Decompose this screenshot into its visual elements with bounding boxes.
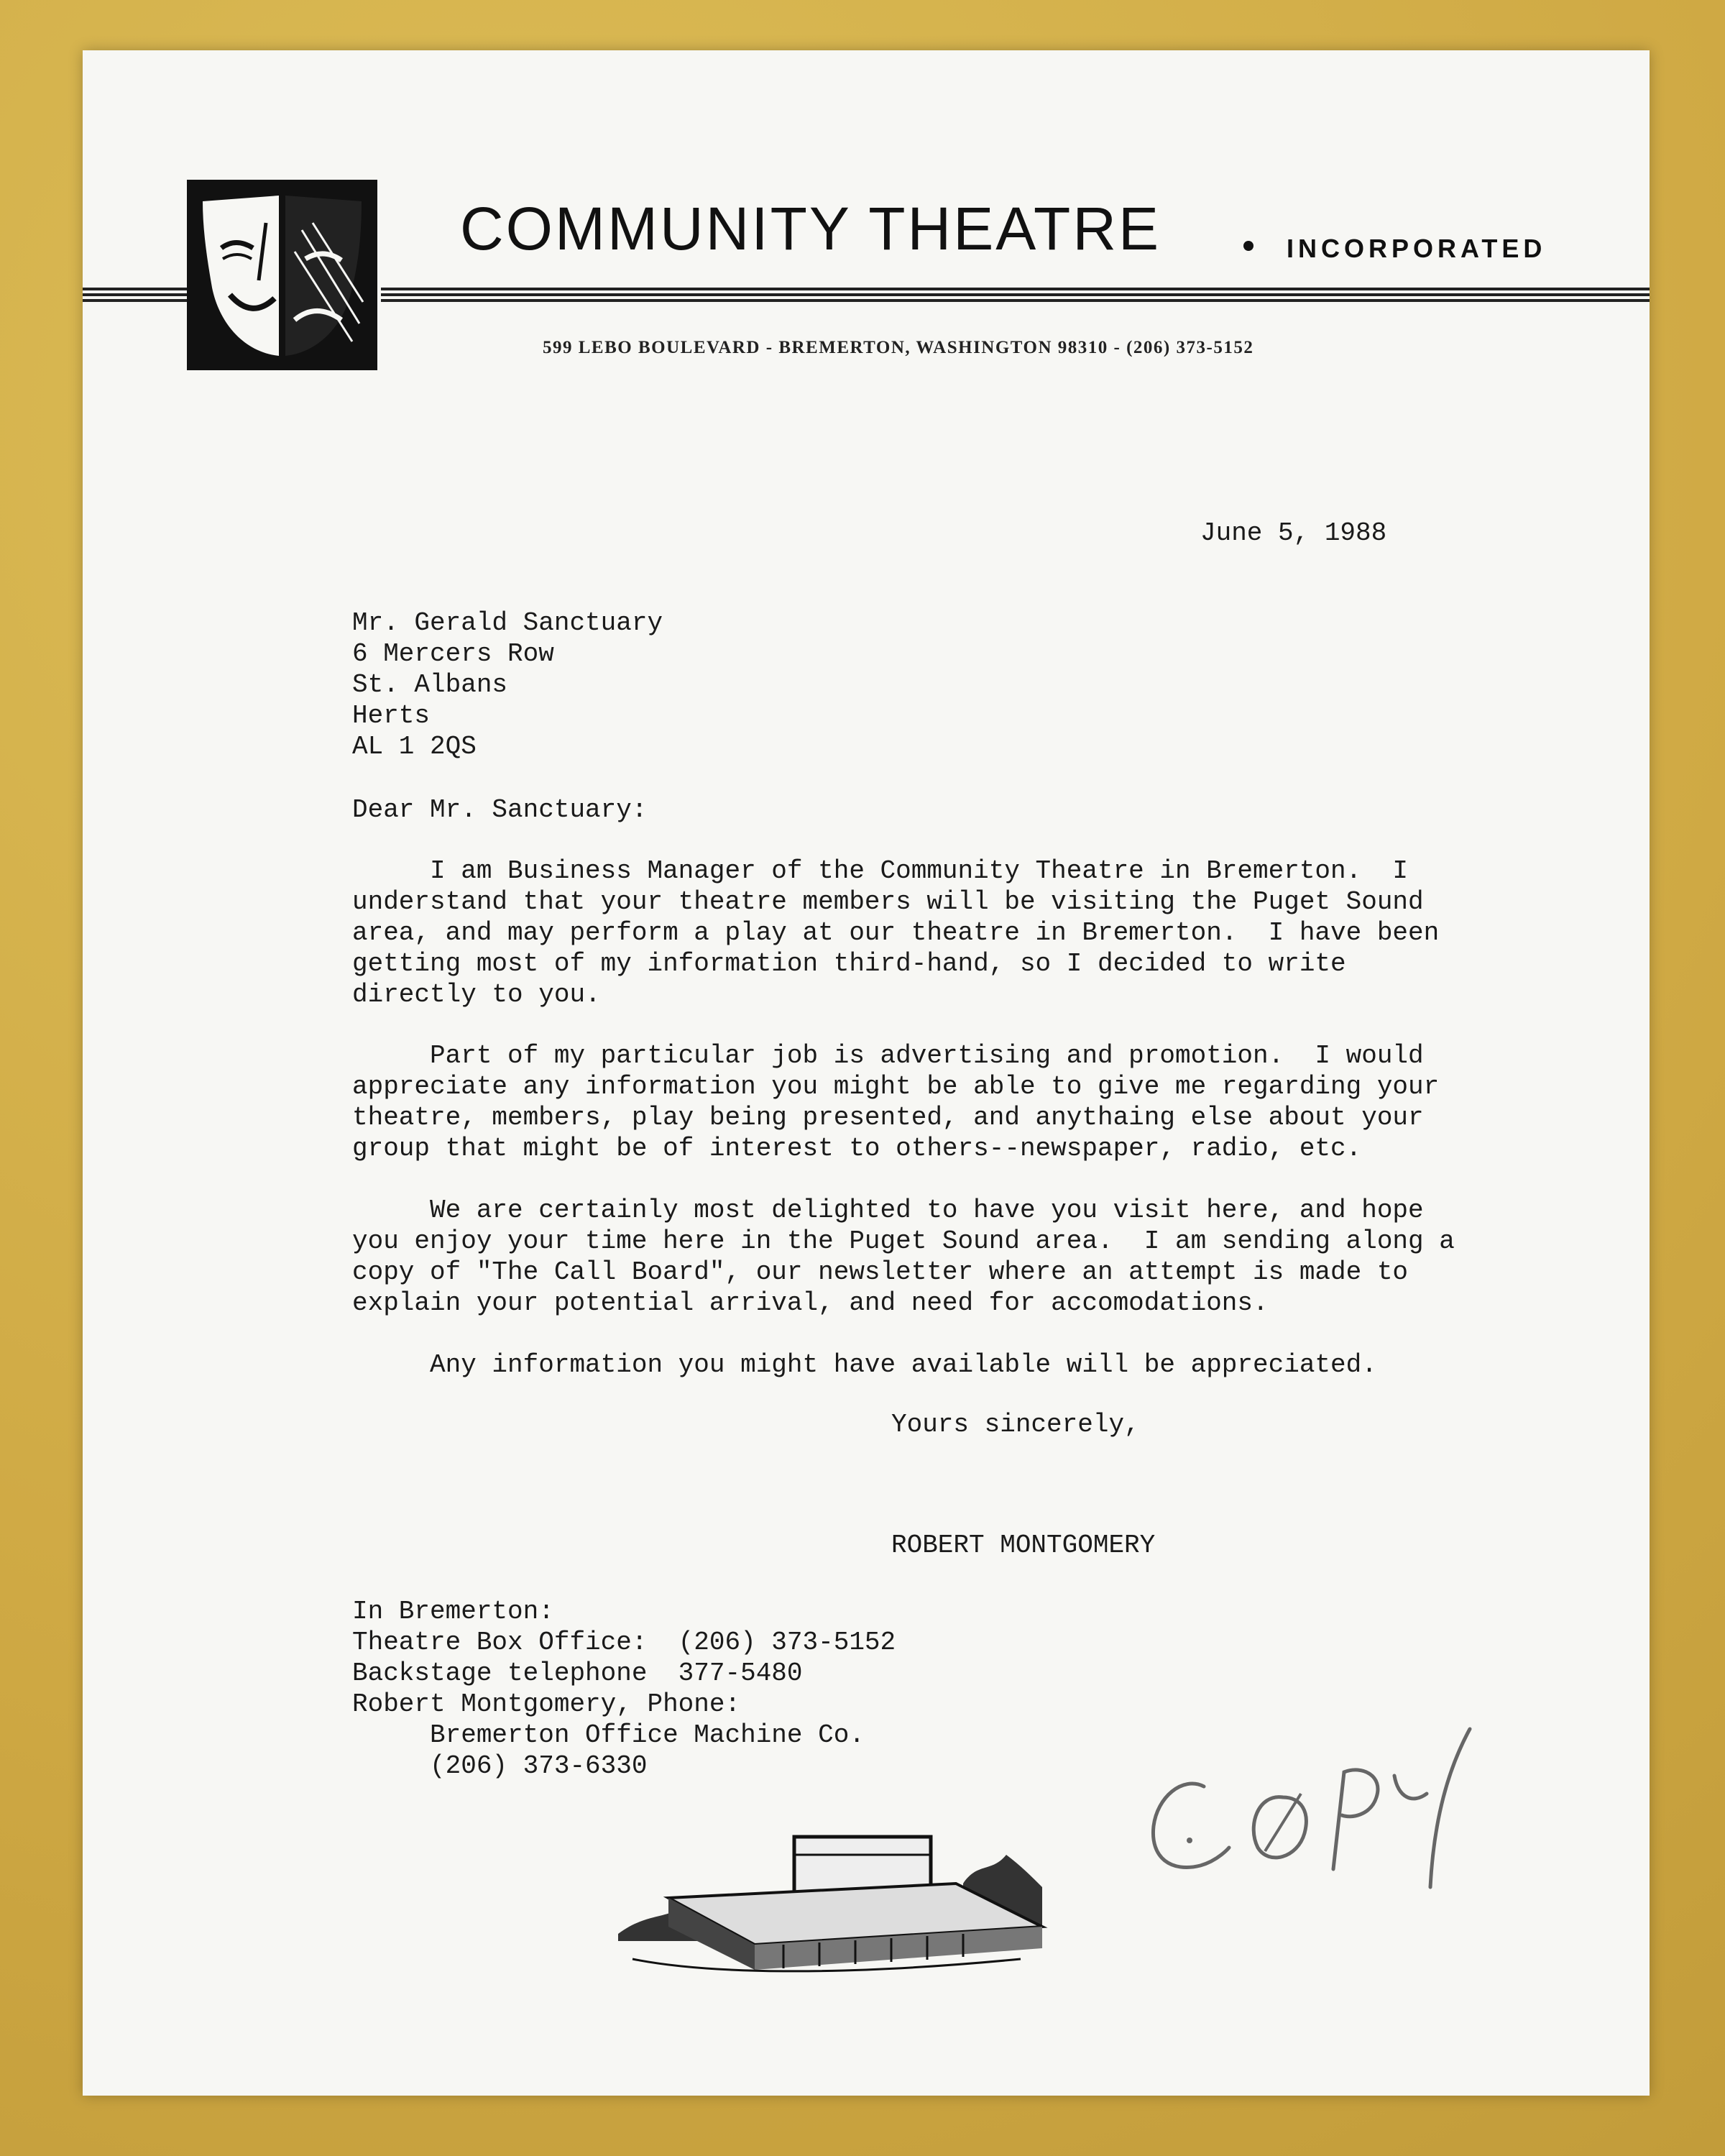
paragraph-line: group that might be of interest to others--newspaper, radio, etc. xyxy=(352,1134,1362,1163)
letter-page xyxy=(83,50,1650,2096)
body-paragraph xyxy=(352,1195,1455,1318)
paragraph-line: directly to you. xyxy=(352,980,601,1009)
recipient-address xyxy=(352,607,663,762)
paragraph-line: Part of my particular job is advertising and promotion. I would xyxy=(352,1041,1424,1070)
bullet-separator xyxy=(1243,241,1254,251)
contact-line: Bremerton Office Machine Co. xyxy=(352,1720,865,1750)
body-paragraph xyxy=(352,1040,1439,1164)
paragraph-line: theatre, members, play being presented, and anythaing else about your xyxy=(352,1103,1424,1132)
contact-line: In Bremerton: xyxy=(352,1597,554,1626)
org-name: COMMUNITY THEATRE xyxy=(460,195,1162,262)
org-suffix: INCORPORATED xyxy=(1287,234,1547,263)
recipient-line: Herts xyxy=(352,701,431,730)
contact-line: Theatre Box Office: (206) 373-5152 xyxy=(352,1628,896,1657)
paragraph-line: copy of "The Call Board", our newsletter where an attempt is made to xyxy=(352,1257,1409,1287)
paragraph-line: area, and may perform a play at our theatre in Bremerton. I have been xyxy=(352,918,1440,948)
salutation: Dear Mr. Sanctuary: xyxy=(352,795,648,825)
paragraph-line: We are certainly most delighted to have you visit here, and hope xyxy=(352,1196,1424,1225)
theatre-building-illustration xyxy=(618,1833,1049,1984)
letterhead-rule-right xyxy=(381,288,1650,306)
recipient-line: Mr. Gerald Sanctuary xyxy=(352,608,663,638)
contact-line: (206) 373-6330 xyxy=(352,1751,648,1781)
signer-name: ROBERT MONTGOMERY xyxy=(891,1531,1156,1560)
recipient-line: St. Albans xyxy=(352,670,508,699)
paragraph-line: I am Business Manager of the Community Theatre in Bremerton. I xyxy=(352,856,1409,886)
body-paragraph xyxy=(352,855,1439,1010)
paragraph-line: getting most of my information third-hand, so I decided to write xyxy=(352,949,1346,978)
paragraph-line: Any information you might have available will be appreciated. xyxy=(352,1350,1377,1380)
contact-line: Backstage telephone 377-5480 xyxy=(352,1659,803,1688)
theatre-mask-icon xyxy=(187,180,377,370)
paragraph-line: explain your potential arrival, and need for accomodations. xyxy=(352,1288,1269,1318)
body-paragraph xyxy=(352,1349,1377,1380)
paragraph-line: appreciate any information you might be able to give me regarding your xyxy=(352,1072,1440,1101)
paragraph-line: understand that your theatre members will be visiting the Puget Sound xyxy=(352,887,1424,917)
paragraph-line: you enjoy your time here in the Puget Sound area. I am sending along a xyxy=(352,1226,1455,1256)
closing: Yours sincerely, xyxy=(891,1410,1140,1439)
letterhead-rule-left xyxy=(83,288,187,306)
letter-date: June 5, 1988 xyxy=(1200,518,1387,548)
contact-info xyxy=(352,1596,896,1781)
recipient-line: AL 1 2QS xyxy=(352,732,477,761)
contact-line: Robert Montgomery, Phone: xyxy=(352,1689,741,1719)
recipient-line: 6 Mercers Row xyxy=(352,639,554,669)
letterhead-address: 599 LEBO BOULEVARD - BREMERTON, WASHINGTON 98310 - (206) 373-5152 xyxy=(543,338,1254,357)
handwritten-copy-mark xyxy=(1139,1718,1484,1919)
